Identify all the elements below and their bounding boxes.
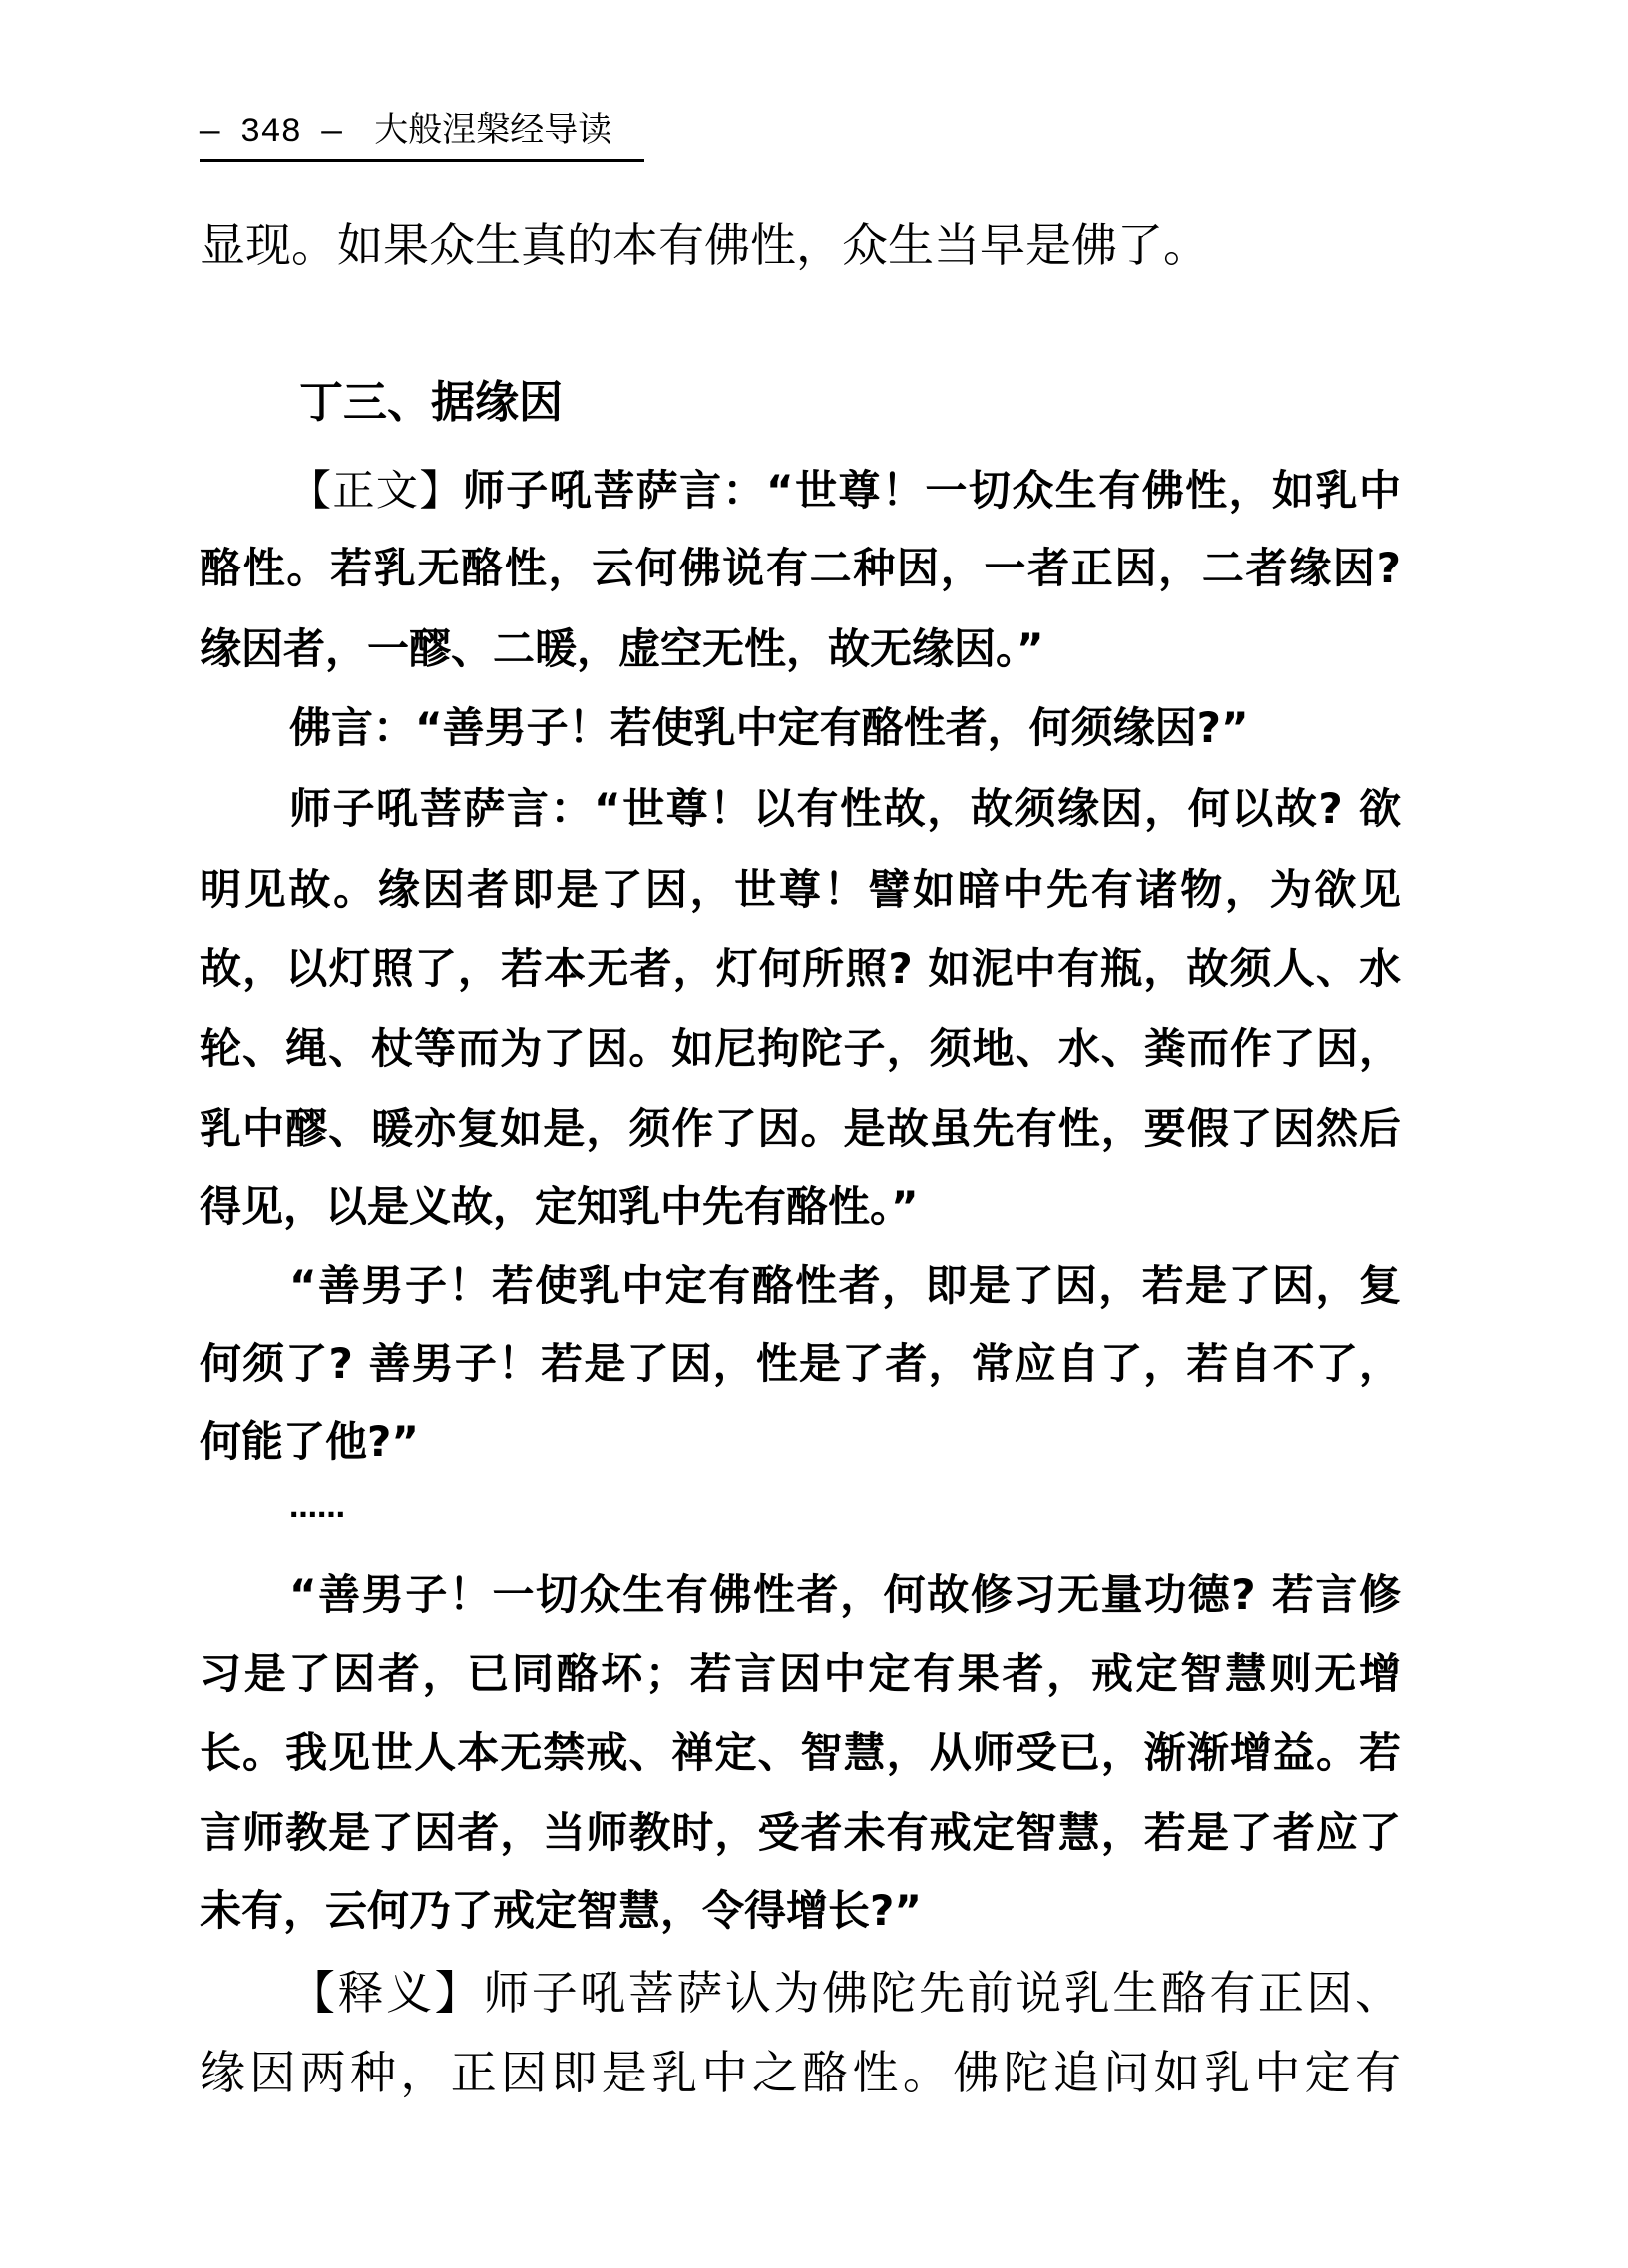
text-line: 明见故。缘因者即是了因，世尊！譬如暗中先有诸物，为欲见 xyxy=(200,865,1401,914)
text-line xyxy=(289,1965,1401,2021)
text-line: 师子吼菩萨言：“世尊！以有性故，故须缘因，何以故? 欲 xyxy=(289,784,1401,833)
text-line: “善男子！若使乳中定有酪性者，即是了因，若是了因，复 xyxy=(289,1261,1401,1310)
section-heading: 丁三、据缘因 xyxy=(299,377,563,428)
text-line-content: 师子吼菩萨认为佛陀先前说乳生酪有正因、 xyxy=(483,1966,1402,2020)
text-line: 习是了因者，已同酪坏；若言因中定有果者，戒定智慧则无增 xyxy=(200,1649,1401,1698)
text-line: 言师教是了因者，当师教时，受者未有戒定智慧，若是了者应了 xyxy=(200,1808,1401,1857)
page-number: — 348 — xyxy=(200,114,342,152)
text-line: 酪性。若乳无酪性，云何佛说有二种因，一者正因，二者缘因? xyxy=(200,544,1401,592)
ellipsis: …… xyxy=(289,1491,345,1524)
shiyi-tag: 【释义】 xyxy=(289,1966,484,2020)
book-title: 大般涅槃经导读 xyxy=(374,110,612,150)
running-header xyxy=(200,108,644,162)
text-line: 何能了他?” xyxy=(200,1417,419,1466)
text-line: 轮、绳、杖等而为了因。如尼拘陀子，须地、水、粪而作了因， xyxy=(200,1024,1401,1073)
intro-line: 显现。如果众生真的本有佛性，众生当早是佛了。 xyxy=(200,218,1209,272)
text-line: 长。我见世人本无禁戒、禅定、智慧，从师受已，渐渐增益。若 xyxy=(200,1728,1401,1777)
text-line: “善男子！一切众生有佛性者，何故修习无量功德? 若言修 xyxy=(289,1570,1401,1619)
text-line: 得见，以是义故，定知乳中先有酪性。” xyxy=(200,1182,919,1231)
text-line: 乳中醪、暖亦复如是，须作了因。是故虽先有性，要假了因然后 xyxy=(200,1104,1401,1153)
text-line: 缘因者，一醪、二暖，虚空无性，故无缘因。” xyxy=(200,624,1044,673)
zhengwen-tag: 【正文】 xyxy=(289,466,463,515)
text-line: 故，以灯照了，若本无者，灯何所照? 如泥中有瓶，故须人、水 xyxy=(200,945,1401,993)
text-line xyxy=(289,463,1401,519)
text-line: 未有，云何乃了戒定智慧，令得增长?” xyxy=(200,1886,922,1935)
text-line-content: 师子吼菩萨言：“世尊！一切众生有佛性，如乳中 xyxy=(462,466,1401,515)
text-line: 缘因两种，正因即是乳中之酪性。佛陀追问如乳中定有 xyxy=(200,2046,1401,2099)
text-line: 佛言：“善男子！若使乳中定有酪性者，何须缘因?” xyxy=(289,703,1249,752)
text-line: 何须了? 善男子！若是了因，性是了者，常应自了，若自不了， xyxy=(200,1339,1401,1388)
